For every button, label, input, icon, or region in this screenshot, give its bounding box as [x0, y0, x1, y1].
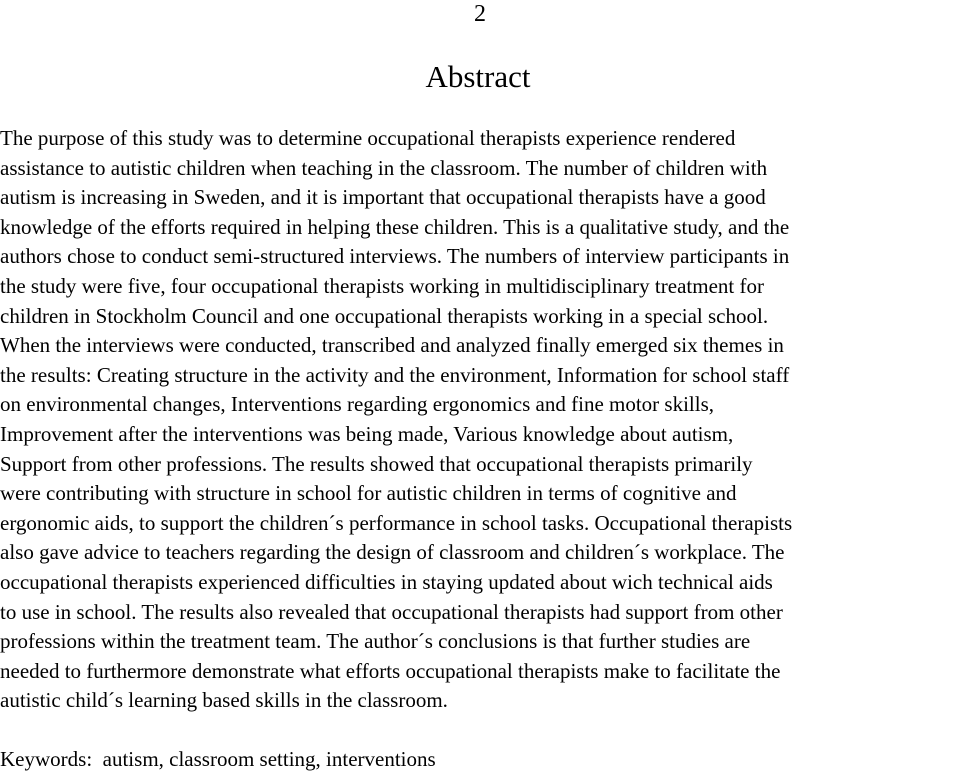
- abstract-line: autistic child´s learning based skills in the classroom.: [0, 688, 448, 713]
- page-number: 2: [474, 1, 486, 27]
- abstract-line: were contributing with structure in school for autistic children in terms of cognitive and: [0, 481, 737, 506]
- abstract-line: When the interviews were conducted, transcribed and analyzed finally emerged six themes in: [0, 333, 784, 358]
- abstract-line: to use in school. The results also revealed that occupational therapists had support from other: [0, 599, 783, 624]
- abstract-line: autism is increasing in Sweden, and it is important that occupational therapists have a good: [0, 185, 766, 210]
- abstract-line: needed to furthermore demonstrate what efforts occupational therapists make to facilitate the: [0, 658, 781, 683]
- abstract-line: Improvement after the interventions was being made, Various knowledge about autism,: [0, 421, 734, 446]
- page-title: Abstract: [425, 59, 531, 94]
- abstract-line: occupational therapists experienced difficulties in staying updated about wich technical aids: [0, 569, 773, 594]
- abstract-line: authors chose to conduct semi-structured interviews. The numbers of interview participants in: [0, 244, 790, 269]
- abstract-line: knowledge of the efforts required in helping these children. This is a qualitative study, and the: [0, 214, 790, 239]
- abstract-line: the study were five, four occupational therapists working in multidisciplinary treatment for: [0, 273, 764, 298]
- abstract-line: the results: Creating structure in the activity and the environment, Information for school staff: [0, 362, 790, 387]
- abstract-line: also gave advice to teachers regarding the design of classroom and children´s workplace. The: [0, 540, 785, 565]
- abstract-line: professions within the treatment team. The author´s conclusions is that further studies are: [0, 629, 751, 654]
- abstract-line: on environmental changes, Interventions regarding ergonomics and fine motor skills,: [0, 392, 715, 417]
- keywords: Keywords: autism, classroom setting, interventions: [0, 747, 436, 771]
- abstract-line: The purpose of this study was to determine occupational therapists experience rendered: [0, 126, 736, 150]
- abstract-line: assistance to autistic children when teaching in the classroom. The number of children with: [0, 155, 768, 180]
- abstract-line: children in Stockholm Council and one occupational therapists working in a special school.: [0, 303, 769, 328]
- abstract-line: ergonomic aids, to support the children´s performance in school tasks. Occupational therapists: [0, 510, 793, 535]
- abstract-line: Support from other professions. The results showed that occupational therapists primarily: [0, 451, 753, 476]
- abstract-body: [0, 124, 956, 716]
